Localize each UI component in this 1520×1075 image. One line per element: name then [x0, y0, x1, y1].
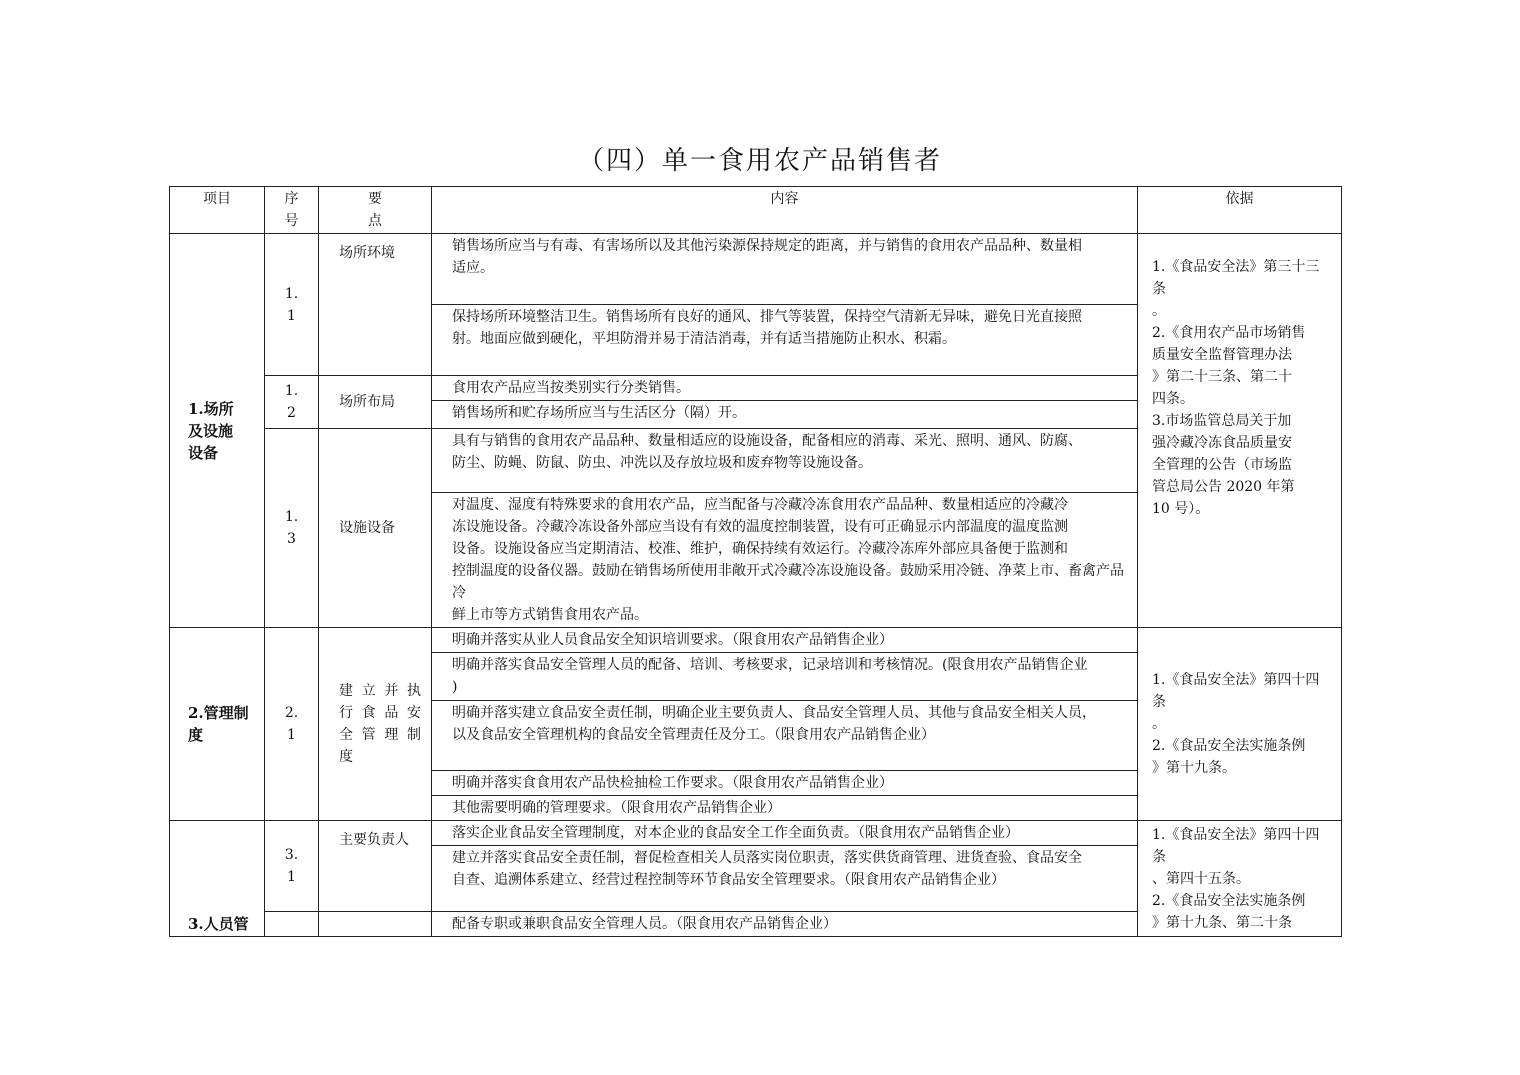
row-point: 场所布局: [319, 376, 432, 429]
row-point: 建立并执行食品安全管理制度: [319, 628, 432, 821]
content-cell: 销售场所和贮存场所应当与生活区分（隔）开。: [432, 401, 1138, 429]
content-cell: 对温度、湿度有特殊要求的食用农产品，应当配备与冷藏冷冻食用农产品品种、数量相适应的冷藏冷 冻设施设备。冷藏冷冻设备外部应当设有有效的温度控制装置，设有可正确显示内部温度的温度监测 设备。设施设备应当定期清洁、校准、维护，确保持续有效运行。冷藏冷冻库外部应具备便于监测和 控制温度的设备仪器。鼓励在销售场所使用非敞开式冷藏冷冻设施设备。鼓励采用冷链、净菜上市、畜禽产品冷 鲜上市等方式销售食用农产品。: [432, 493, 1138, 628]
content-cell: 明确并落实食食用农产品快检抽检工作要求。（限食用农产品销售企业）: [432, 771, 1138, 796]
table-row: [170, 234, 1342, 305]
row-seq: 1. 2: [265, 376, 319, 429]
header-item: 项目: [170, 187, 265, 234]
content-cell: 保持场所环境整洁卫生。销售场所有良好的通风、排气等装置，保持空气清新无异味，避免日光直接照 射。地面应做到硬化，平坦防滑并易于清洁消毒，并有适当措施防止积水、积霜。: [432, 305, 1138, 376]
content-cell: 明确并落实从业人员食品安全知识培训要求。（限食用农产品销售企业）: [432, 628, 1138, 653]
row-seq: 1. 1: [265, 234, 319, 376]
header-row: [170, 187, 1342, 234]
content-cell: 明确并落实食品安全管理人员的配备、培训、考核要求，记录培训和考核情况。(限食用农产品销售企业 ): [432, 653, 1138, 701]
table-row: [170, 628, 1342, 653]
section-basis: 1.《食品安全法》第三十三条 。 2.《食用农产品市场销售 质量安全监督管理办法 》第二十三条、第二十 四条。 3.市场监管总局关于加 强冷藏冷冻食品质量安 全管理的公告（市场监 管总局公告 2020 年第 10 号）。: [1138, 234, 1342, 628]
content-cell: 销售场所应当与有毒、有害场所以及其他污染源保持规定的距离，并与销售的食用农产品品种、数量相 适应。: [432, 234, 1138, 305]
section-basis: 1.《食品安全法》第四十四条 。 2.《食品安全法实施条例 》第十九条。: [1138, 628, 1342, 821]
content-cell: 建立并落实食品安全责任制，督促检查相关人员落实岗位职责，落实供货商管理、进货查验、食品安全 自查、追溯体系建立、经营过程控制等环节食品安全管理要求。（限食用农产品销售企业）: [432, 846, 1138, 912]
content-cell: 其他需要明确的管理要求。（限食用农产品销售企业）: [432, 796, 1138, 821]
section-basis: 1.《食品安全法》第四十四条 、第四十五条。 2.《食品安全法实施条例 》第十九条、第二十条: [1138, 821, 1342, 937]
row-seq: 2. 1: [265, 628, 319, 821]
content-cell: 具有与销售的食用农产品品种、数量相适应的设施设备，配备相应的消毒、采光、照明、通风、防腐、 防尘、防蝇、防鼠、防虫、冲洗以及存放垃圾和废弃物等设施设备。: [432, 429, 1138, 493]
section-item: 1.场所 及设施 设备: [170, 234, 265, 628]
header-seq: 序 号: [265, 187, 319, 234]
row-point: 场所环境: [319, 234, 432, 376]
content-cell: 配备专职或兼职食品安全管理人员。（限食用农产品销售企业）: [432, 912, 1138, 937]
row-point: 主要负责人: [319, 821, 432, 912]
row-point: 设施设备: [319, 429, 432, 628]
header-point: 要 点: [319, 187, 432, 234]
section-item: 2.管理制 度: [170, 628, 265, 821]
inspection-table: [169, 186, 1342, 937]
content-cell: 落实企业食品安全管理制度，对本企业的食品安全工作全面负责。（限食用农产品销售企业）: [432, 821, 1138, 846]
row-seq: 1. 3: [265, 429, 319, 628]
content-cell: 明确并落实建立食品安全责任制，明确企业主要负责人、食品安全管理人员、其他与食品安全相关人员， 以及食品安全管理机构的食品安全管理责任及分工。（限食用农产品销售企业）: [432, 701, 1138, 771]
section-item: 3.人员管: [170, 821, 265, 937]
table-row: [170, 821, 1342, 846]
document-title: （四）单一食用农产品销售者: [577, 146, 942, 176]
header-content: 内容: [432, 187, 1138, 234]
header-basis: 依据: [1138, 187, 1342, 234]
row-point: [319, 912, 432, 937]
row-seq: [265, 912, 319, 937]
content-cell: 食用农产品应当按类别实行分类销售。: [432, 376, 1138, 401]
row-seq: 3. 1: [265, 821, 319, 912]
